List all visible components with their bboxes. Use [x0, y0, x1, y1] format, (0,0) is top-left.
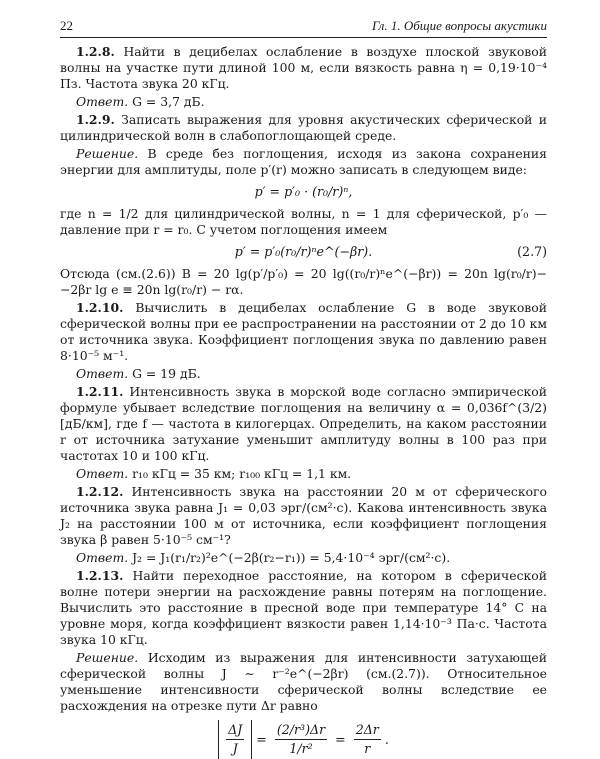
fraction-rhs: [354, 722, 381, 757]
numerator: 2Δr: [354, 722, 381, 740]
problem-text: Записать выражения для уровня акустических сферической и цилиндрической волн в слабопоглощающей среде.: [60, 112, 547, 143]
problem-text: Интенсивность звука в морской воде согласно эмпирической формуле убывает вследствие поглощения на величину α = 0,036f^(3/2) [дБ/км], где f — частота в килогерцах. Определить, на каком расстоянии r от источника затухание уменьшит амплитуду волны в 100 раз при частотах 10 и 100 кГц.: [60, 384, 547, 463]
absolute-value: [218, 720, 252, 759]
problem-1-2-11: [60, 384, 547, 464]
problem-id: 1.2.12.: [76, 484, 124, 499]
formula-number: (2.7): [517, 244, 547, 259]
solution-text: Исходим из выражения для интенсивности затухающей сферической волны J ∼ r⁻²e^(−2βr) (см.(2.7)). Относительное уменьшение интенсивности сферической волны вследствие ее расхождения на отрезке пути Δr равно: [60, 650, 547, 713]
equals-sign: =: [335, 731, 346, 747]
formula-amplitude: p′ = p′₀ · (r₀/r)ⁿ,: [254, 184, 353, 199]
problem-text: Вычислить в децибелах ослабление G в воде звуковой сферической волны при ее распространении на расстоянии от 2 до 10 км от источника звука. Коэффициент поглощения звука по давлению равен 8·10⁻⁵ м⁻¹.: [60, 300, 547, 363]
problem-1-2-8: [60, 44, 547, 92]
solution-1-2-9: [60, 146, 547, 178]
denominator: J: [232, 741, 238, 756]
solution-label: Решение.: [76, 650, 139, 665]
answer-text: G = 19 дБ.: [132, 366, 201, 381]
header-rule: [60, 37, 547, 38]
problem-1-2-10: [60, 300, 547, 364]
denominator: r: [364, 741, 371, 756]
formula-relative-decrease: [60, 720, 547, 759]
problem-id: 1.2.13.: [76, 568, 124, 583]
answer-1-2-10: [60, 366, 547, 382]
solution-text: В среде без поглощения, исходя из закона сохранения энергии для амплитуды, поле p′(r) можно записать в следующем виде:: [60, 146, 547, 177]
problem-1-2-13: [60, 568, 547, 648]
answer-text: r₁₀ кГц = 35 км; r₁₀₀ кГц = 1,1 км.: [132, 466, 352, 481]
problem-1-2-9: [60, 112, 547, 144]
answer-label: Ответ.: [76, 366, 129, 381]
answer-text: J₂ = J₁(r₁/r₂)²e^(−2β(r₂−r₁)) = 5,4·10⁻⁴ эрг/(см²·с).: [132, 550, 451, 565]
denominator: 1/r²: [289, 741, 313, 756]
numerator: ΔJ: [226, 722, 244, 740]
page-number: 22: [60, 18, 73, 33]
problem-1-2-12: [60, 484, 547, 548]
problem-text: Найти переходное расстояние, на котором в сферической волне потери энергии на расхождение равны потерям на поглощение. Вычислить это расстояние в пресной воде при температуре 14° C на уровне моря, когда коэффициент вязкости равен 1,14·10⁻³ Па·с. Частота звука 10 кГц.: [60, 568, 547, 647]
numerator: (2/r³)Δr: [275, 722, 327, 740]
answer-label: Ответ.: [76, 94, 129, 109]
problem-text: Найти в децибелах ослабление в воздухе плоской звуковой волны на участке пути длиной 100 м, если вязкость равна η = 0,19·10⁻⁴ Пз. Частота звука 20 кГц.: [60, 44, 547, 91]
problem-id: 1.2.8.: [76, 44, 115, 59]
answer-1-2-12: [60, 550, 547, 566]
problem-text: Интенсивность звука на расстоянии 20 м от сферического источника звука равна J₁ = 0,03 эрг/(см²·с). Какова интенсивность звука J₂ на расстоянии 100 м от источника, если коэффициент поглощения звука β равен 5·10⁻⁵ см⁻¹?: [60, 484, 547, 547]
formula-body: p′ = p′₀(r₀/r)ⁿe^(−βr).: [234, 244, 373, 259]
solution-text-3: Отсюда (см.(2.6)) B = 20 lg(p′/p′₀) = 20 lg((r₀/r)ⁿe^(−βr)) = 20n lg(r₀/r)− −2βr lg e ≡ 20n lg(r₀/r) − rα.: [60, 266, 547, 297]
fraction-mid: [275, 722, 327, 757]
formula-2-7: [60, 244, 547, 260]
answer-1-2-8: [60, 94, 547, 110]
answer-1-2-11: [60, 466, 547, 482]
solution-1-2-13: [60, 650, 547, 714]
answer-label: Ответ.: [76, 466, 129, 481]
page-header: [60, 12, 547, 34]
formula-period: .: [384, 731, 389, 747]
problem-id: 1.2.10.: [76, 300, 124, 315]
problem-id: 1.2.9.: [76, 112, 115, 127]
solution-label: Решение.: [76, 146, 139, 161]
problem-id: 1.2.11.: [76, 384, 124, 399]
answer-label: Ответ.: [76, 550, 129, 565]
page-content: [60, 44, 547, 759]
solution-text-2: где n = 1/2 для цилиндрической волны, n = 1 для сферической, p′₀ — давление при r = r₀. С учетом поглощения имеем: [60, 206, 547, 237]
chapter-title: Гл. 1. Общие вопросы акустики: [371, 18, 547, 33]
answer-text: G = 3,7 дБ.: [132, 94, 205, 109]
fraction-lhs: [226, 722, 244, 757]
equals-sign: =: [256, 731, 267, 747]
